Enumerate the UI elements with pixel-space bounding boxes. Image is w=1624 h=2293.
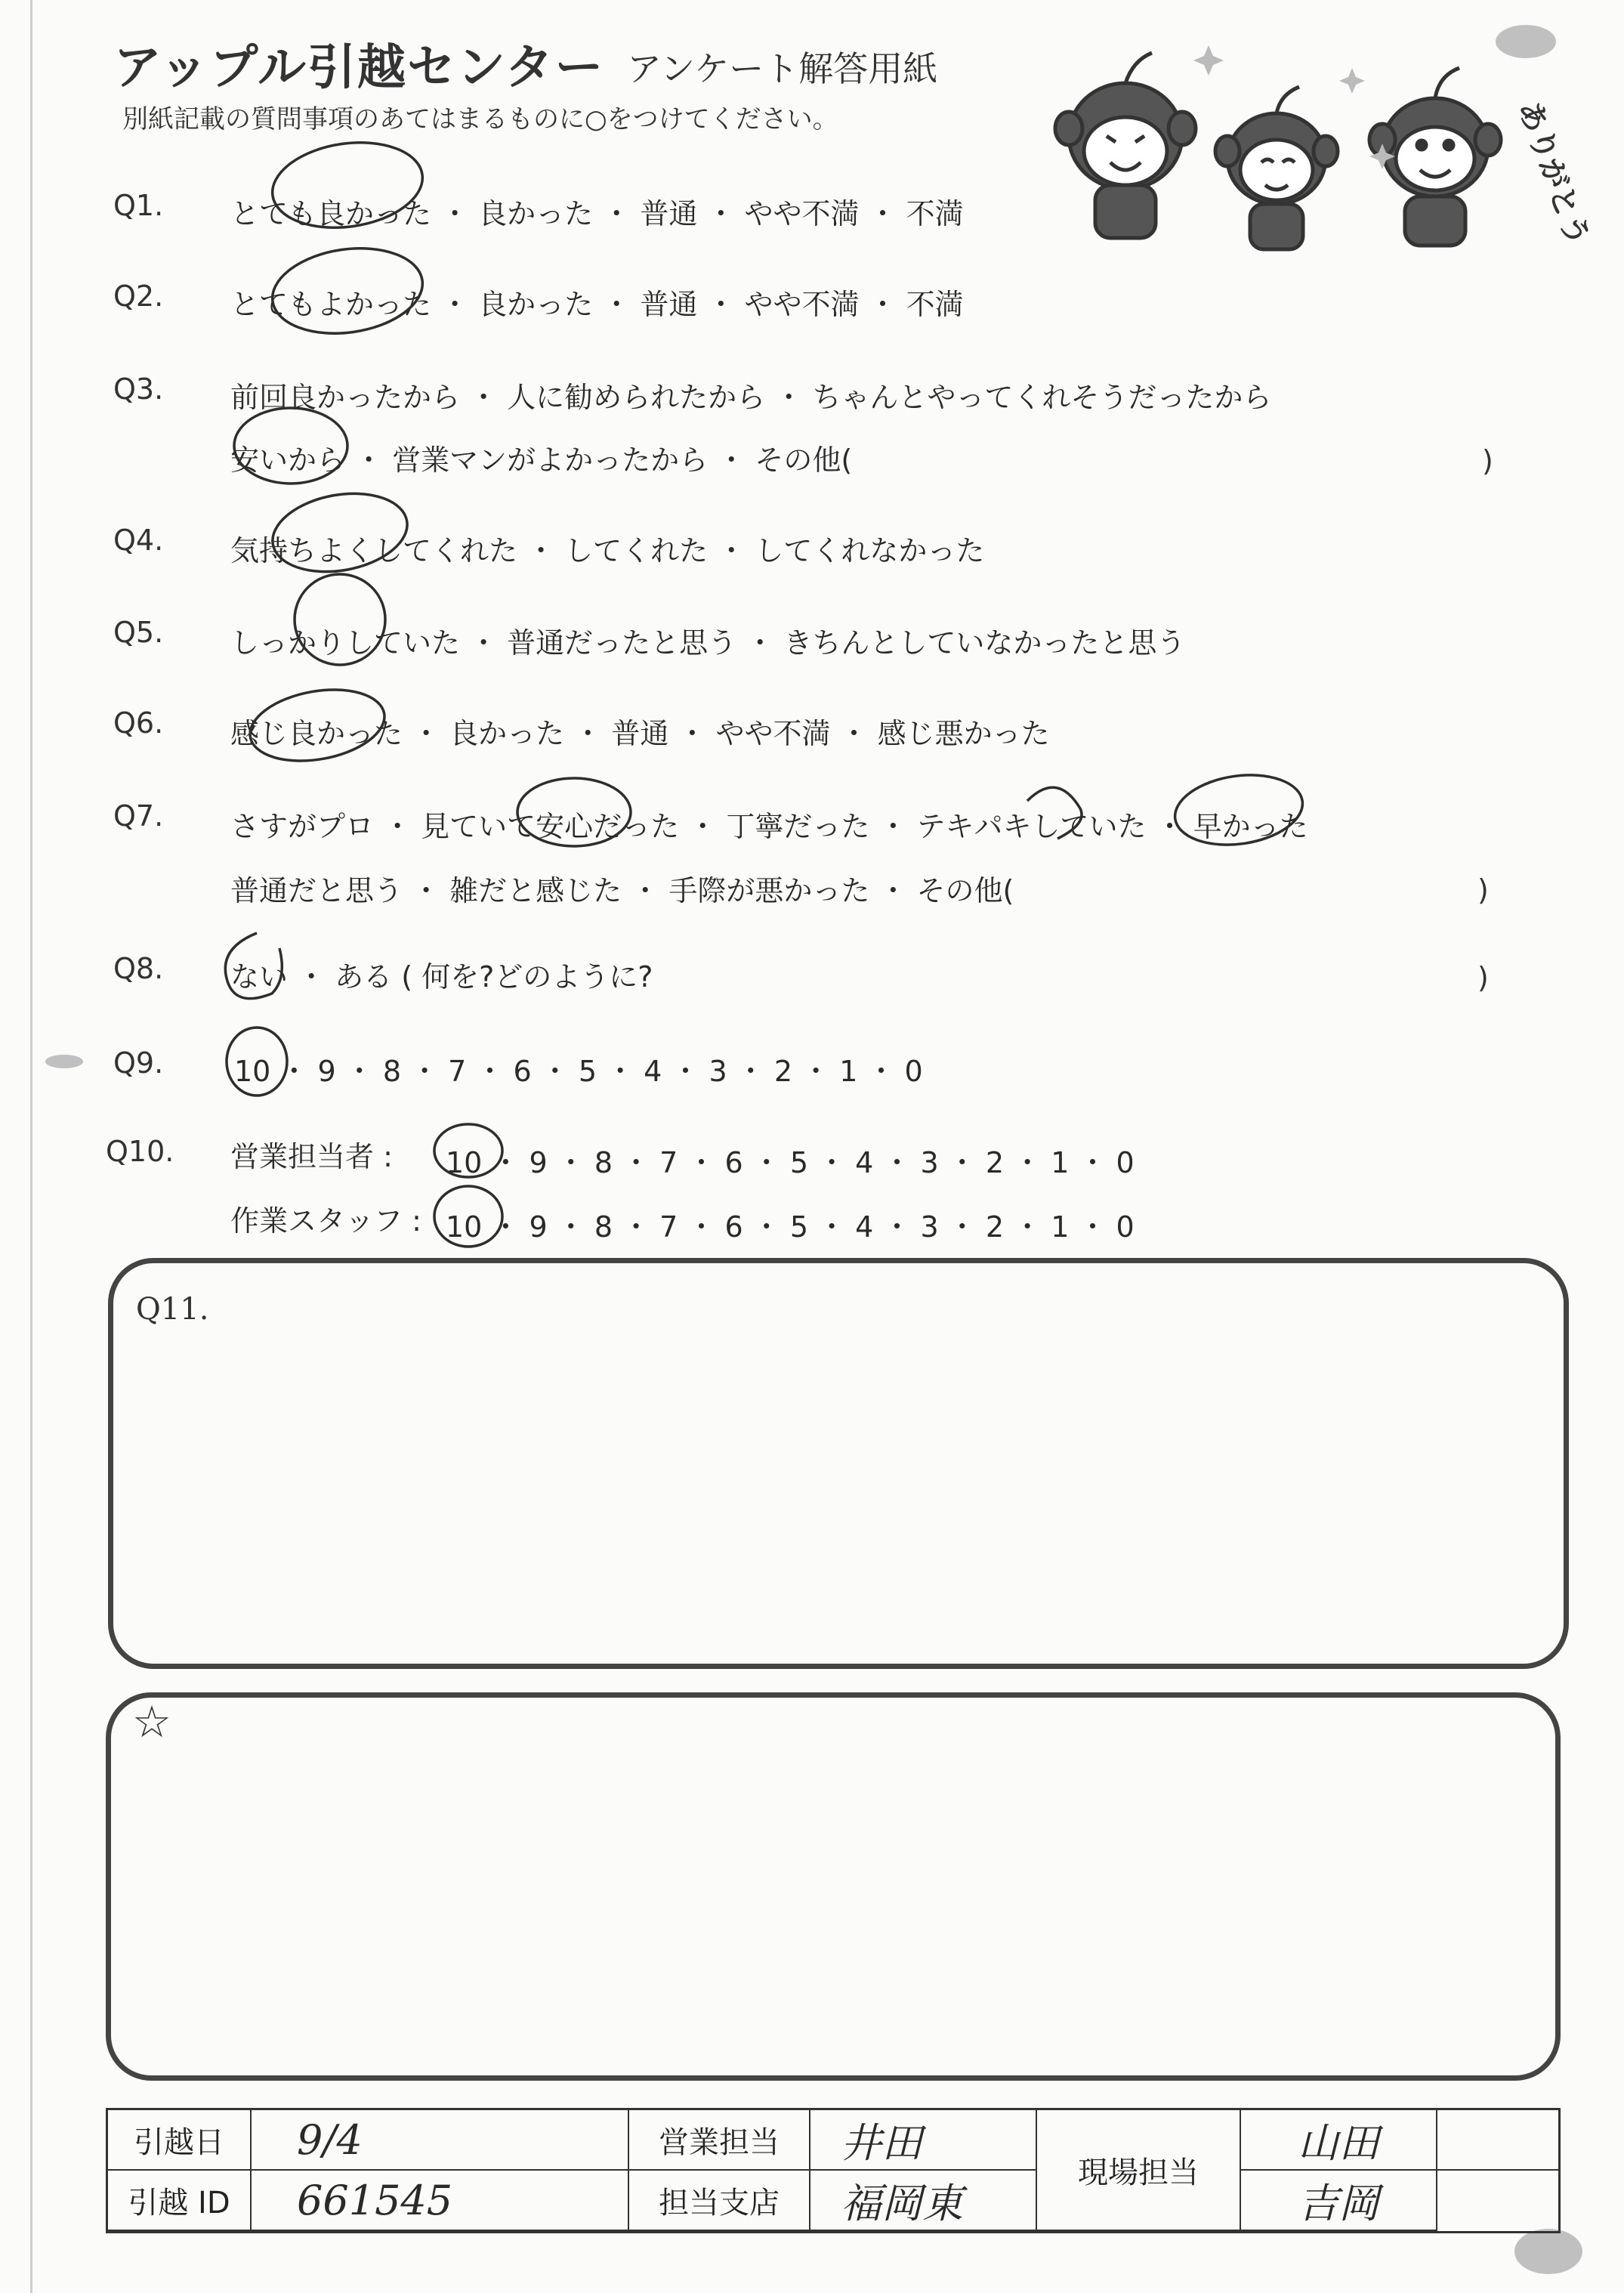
ink-smudge-corner <box>1514 2229 1582 2274</box>
page-margin-line <box>30 0 32 2293</box>
instruction-text: 別紙記載の質問事項のあてはまるものに○をつけてください。 <box>122 104 838 134</box>
q3-options-line1: 前回良かったから ・ 人に勧められたから ・ ちゃんとやってくれそうだったから <box>230 381 1272 414</box>
move-id-value: 661545 <box>252 2171 629 2231</box>
q1-options: とても良かった ・ 良かった ・ 普通 ・ やや不満 ・ 不満 <box>230 197 964 230</box>
branch-label: 担当支店 <box>629 2171 810 2231</box>
site-staff-value-2: 吉岡 <box>1241 2171 1437 2231</box>
thanks-text: ありがとう <box>1511 96 1596 251</box>
move-id-label: 引越 ID <box>108 2171 252 2231</box>
sales-rep-value: 井田 <box>810 2110 1037 2171</box>
q11-comment-box[interactable] <box>108 1258 1569 1669</box>
q2-options: とてもよかった ・ 良かった ・ 普通 ・ やや不満 ・ 不満 <box>230 288 964 321</box>
footer-info-table <box>106 2108 1561 2233</box>
q6-number: Q6. <box>113 706 164 740</box>
q3-number: Q3. <box>113 372 164 406</box>
q9-number: Q9. <box>113 1046 164 1080</box>
branch-value: 福岡東 <box>810 2171 1037 2231</box>
site-staff-label: 現場担当 <box>1037 2110 1241 2231</box>
q7-close-paren: ) <box>1477 873 1489 907</box>
q10-staff-label: 作業スタッフ : <box>230 1204 421 1238</box>
mascot-monkeys-illustration <box>1027 15 1596 257</box>
q10-number: Q10. <box>106 1135 174 1168</box>
q8-close-paren: ) <box>1477 961 1489 994</box>
q8-number: Q8. <box>113 952 164 985</box>
q7-number: Q7. <box>113 799 164 833</box>
q11-label: Q11. <box>136 1292 209 1327</box>
q7-options-line2: 普通だと思う ・ 雑だと感じた ・ 手際が悪かった ・ その他( <box>230 874 1014 907</box>
star-comment-box[interactable] <box>106 1692 1561 2081</box>
company-title: アップル引越センター <box>113 40 605 96</box>
q8-options: ない ・ ある ( 何を?どのように? <box>230 960 653 994</box>
move-date-value: 9/4 <box>252 2110 629 2171</box>
q1-number: Q1. <box>113 189 164 222</box>
q6-options: 感じ良かった ・ 良かった ・ 普通 ・ やや不満 ・ 感じ悪かった <box>230 717 1050 750</box>
site-staff-value-1: 山田 <box>1241 2110 1437 2171</box>
q10-sales-scale: 10 ・ 9 ・ 8 ・ 7 ・ 6 ・ 5 ・ 4 ・ 3 ・ 2 ・ 1 ・ 0 <box>446 1146 1135 1179</box>
q4-number: Q4. <box>113 524 164 557</box>
site-staff-empty-1 <box>1437 2110 1558 2171</box>
q7-options-line1: さすがプロ ・ 見ていて安心だった ・ 丁寧だった ・ テキパキしていた ・ 早かった <box>230 810 1308 843</box>
q4-options: 気持ちよくしてくれた ・ してくれた ・ してくれなかった <box>230 534 985 567</box>
q5-options: しっかりしていた ・ 普通だったと思う ・ きちんとしていなかったと思う <box>230 626 1186 660</box>
form-subtitle: アンケート解答用紙 <box>627 48 938 89</box>
star-label: ☆ <box>132 1696 171 1748</box>
q5-number: Q5. <box>113 616 164 649</box>
ink-smudge <box>45 1055 83 1068</box>
site-staff-empty-2 <box>1437 2171 1558 2231</box>
q3-close-paren: ) <box>1482 444 1493 477</box>
sales-rep-label: 営業担当 <box>629 2110 810 2171</box>
move-date-label: 引越日 <box>108 2110 252 2171</box>
q10-staff-scale: 10 ・ 9 ・ 8 ・ 7 ・ 6 ・ 5 ・ 4 ・ 3 ・ 2 ・ 1 ・ 0 <box>446 1210 1135 1244</box>
q9-scale: 10 ・ 9 ・ 8 ・ 7 ・ 6 ・ 5 ・ 4 ・ 3 ・ 2 ・ 1 ・ 0 <box>234 1055 923 1088</box>
q3-options-line2: 安いから ・ 営業マンがよかったから ・ その他( <box>230 443 853 477</box>
q2-number: Q2. <box>113 280 164 313</box>
q10-sales-label: 営業担当者 : <box>230 1140 393 1173</box>
